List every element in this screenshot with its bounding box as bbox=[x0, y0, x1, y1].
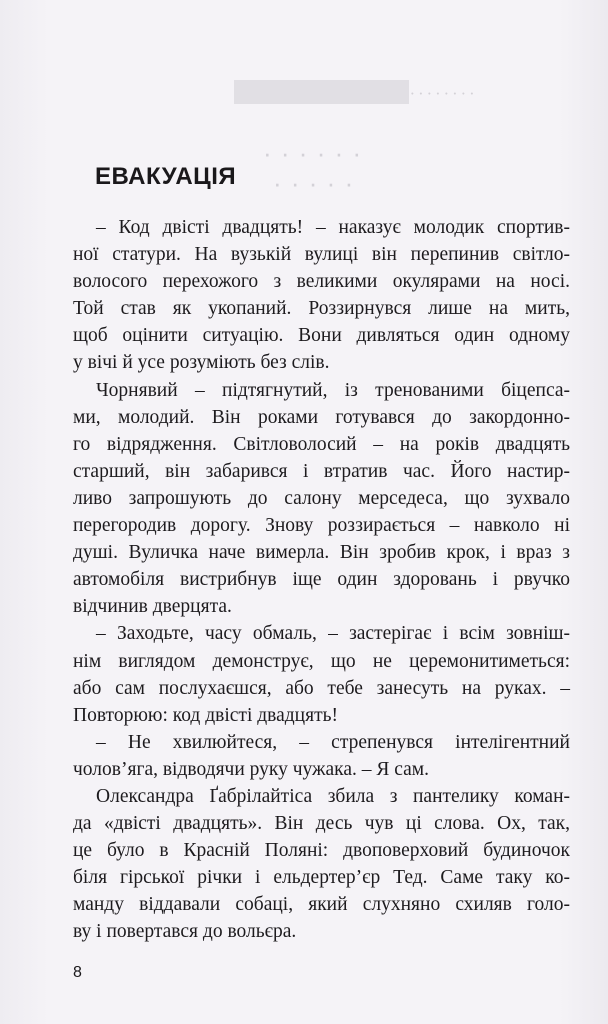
bleed-through-bar bbox=[234, 80, 409, 104]
text-line: автомобіля вистрибнув іще один здоровань і рвучко bbox=[73, 569, 570, 591]
text-line: ливо запрошують до салону мерседеса, що зухвало bbox=[73, 487, 570, 509]
text-line: душі. Вуличка наче вимерла. Він зробив крок, і враз з bbox=[73, 542, 570, 564]
text-line: да «двісті двадцять». Він десь чув ці слова. Ох, так, bbox=[73, 813, 570, 835]
text-line: ми, молодий. Він роками готувався до закордонно- bbox=[73, 406, 570, 428]
text-line: – Заходьте, часу обмаль, – застерігає і всім зовніш- bbox=[96, 623, 570, 645]
text-line: Олександра Ґабрілайтіса збила з пантелику коман- bbox=[96, 785, 570, 807]
text-line: у вічі й усе розуміють без слів. bbox=[73, 352, 330, 374]
text-line: волосого перехожого з великими окулярами на носі. bbox=[73, 271, 570, 293]
text-line: манду віддавали собаці, який слухняно схиляв голо- bbox=[73, 894, 570, 916]
text-line: ву і повертався до вольєра. bbox=[73, 921, 297, 943]
text-line: це було в Красній Поляні: двоповерховий будиночок bbox=[73, 840, 570, 862]
text-line: біля гірської річки і ельдертер’єр Тед. Саме таку ко- bbox=[73, 867, 570, 889]
text-line: Повторюю: код двісті двадцять! bbox=[73, 704, 338, 726]
chapter-body bbox=[73, 214, 570, 946]
text-line: щоб оцінити ситуацію. Вони дивляться один одному bbox=[73, 325, 570, 347]
text-line: або сам послухаєшся, або тебе занесуть на руках. – bbox=[73, 677, 570, 699]
text-line: – Код двісті двадцять! – наказує молодик спортив- bbox=[96, 217, 570, 238]
text-line: старший, він забарився і втратив час. Його настир- bbox=[73, 460, 570, 482]
text-line: відчинив дверцята. bbox=[73, 596, 232, 618]
page-number: 8 bbox=[73, 964, 82, 981]
text-line: чолов’яга, відводячи руку чужака. – Я сам. bbox=[73, 758, 430, 780]
bleed-through-text: · · · · · · bbox=[262, 138, 362, 168]
chapter-title: ЕВАКУАЦІЯ bbox=[95, 163, 237, 190]
text-line: перегородив дорогу. Знову роззирається – навколо ні bbox=[73, 515, 570, 537]
text-line: Чорнявий – підтягнутий, із тренованими біцепса- bbox=[96, 379, 570, 401]
text-line: ної статури. На вузькій вулиці він перепинив світло- bbox=[73, 244, 570, 266]
text-line: го відрядження. Світловолосий – на років двадцять bbox=[73, 433, 570, 455]
bleed-through-text: · · · · · · · · bbox=[410, 84, 474, 103]
text-line: Той став як укопаний. Роззирнувся лише на мить, bbox=[73, 298, 570, 320]
bleed-through-text: · · · · · bbox=[272, 168, 354, 198]
text-line: – Не хвилюйтеся, – стрепенувся інтелігентний bbox=[96, 731, 570, 753]
text-line: нім виглядом демонструє, що не церемонитиметься: bbox=[73, 650, 570, 672]
